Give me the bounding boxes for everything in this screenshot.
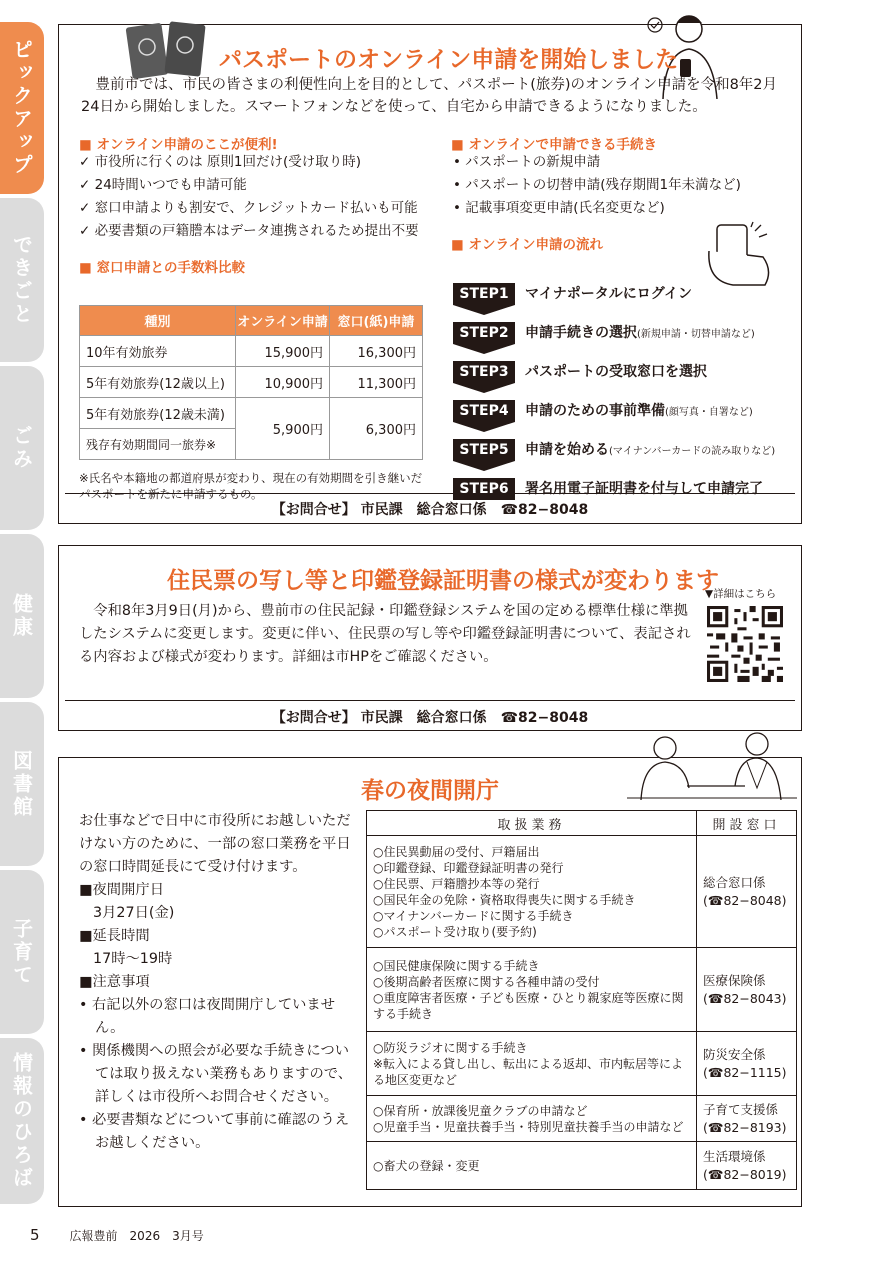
qr-label: ▼詳細はこちら xyxy=(705,588,777,600)
table-row xyxy=(80,336,423,367)
side-tab-info[interactable] xyxy=(0,1038,44,1204)
step-badge: STEP1 xyxy=(453,283,515,305)
services-dept: 防災安全係 (☎82−1115) xyxy=(697,1032,797,1096)
step-arrow xyxy=(453,383,515,393)
table-cell: 10,900円 xyxy=(236,367,330,398)
night-opening-details xyxy=(79,810,359,1155)
services-header: 開設窓口 xyxy=(697,811,797,836)
fee-table-header: 種別 xyxy=(80,306,236,336)
divider xyxy=(65,493,795,494)
juminhyo-title: 住民票の写し等と印鑑登録証明書の様式が変わります xyxy=(167,568,719,594)
table-row xyxy=(80,398,423,429)
date-heading: ■夜間開庁日 xyxy=(79,882,164,898)
side-tab-label: 情報のひろば xyxy=(9,1052,34,1190)
services-items: ○国民健康保険に関する手続き ○後期高齢者医療に関する各種申請の受付 ○重度障害者医療・子ども医療・ひとり親家庭等医療に関する手続き xyxy=(367,948,697,1032)
step-arrow xyxy=(453,305,515,315)
step-text: マイナポータルにログイン xyxy=(525,286,693,302)
side-tab-label: できごと xyxy=(9,234,34,326)
side-tab-health[interactable] xyxy=(0,534,44,698)
table-cell: 5年有効旅券(12歳未満) xyxy=(80,398,236,429)
services-header: 取扱業務 xyxy=(367,811,697,836)
note-item: • 必要書類などについて事前に確認のうえお越しください。 xyxy=(79,1112,350,1151)
step-flow xyxy=(453,283,798,517)
table-cell: 16,300円 xyxy=(330,336,423,367)
side-tab-label: ごみ xyxy=(9,425,34,471)
side-tab-pickup[interactable] xyxy=(0,22,44,194)
juminhyo-section xyxy=(58,545,802,731)
step-item xyxy=(453,283,798,322)
table-cell: 5,900円 xyxy=(236,398,330,460)
table-cell: 残存有効期間同一旅券※ xyxy=(80,429,236,460)
counter-consultation-illustration xyxy=(627,728,797,800)
divider xyxy=(65,700,795,701)
step-arrow xyxy=(453,461,515,471)
services-dept: 総合窓口係 (☎82−8048) xyxy=(697,836,797,948)
juminhyo-body: 令和8年3月9日(月)から、豊前市の住民記録・印鑑登録システムを国の定める標準仕様に準拠したシステムに変更します。変更に伴い、住民票の写し等や印鑑登録証明書について、表記される内容および様式が変わります。詳細は市HPをご確認ください。 xyxy=(79,603,691,665)
side-tab-label: ピックアップ xyxy=(9,39,34,177)
table-cell: 15,900円 xyxy=(236,336,330,367)
time-value: 17時〜19時 xyxy=(93,951,173,967)
fee-heading: ■ 窓口申請との手数料比較 xyxy=(79,260,245,276)
services-items: ○保育所・放課後児童クラブの申請など ○児童手当・児童扶養手当・特別児童扶養手当の申請など xyxy=(367,1096,697,1142)
table-row xyxy=(367,1142,797,1190)
page-number: 5 xyxy=(30,1226,40,1244)
step-badge: STEP6 xyxy=(453,478,515,500)
table-row xyxy=(367,948,797,1032)
passport-intro: 豊前市では、市民の皆さまの利便性向上を目的として、パスポート(旅券)のオンライン申請を令和8年2月24日から開始しました。スマートフォンなどを使って、自宅から申請できるようになりました。 xyxy=(81,77,778,115)
list-item: • 記載事項変更申請(氏名変更など) xyxy=(453,200,665,216)
step-badge: STEP4 xyxy=(453,400,515,422)
table-cell: 11,300円 xyxy=(330,367,423,398)
step-item xyxy=(453,361,798,400)
table-row xyxy=(367,1032,797,1096)
table-row xyxy=(80,367,423,398)
services-dept: 生活環境係 (☎82−8019) xyxy=(697,1142,797,1190)
procedures-heading: ■ オンラインで申請できる手続き xyxy=(451,137,658,153)
fee-note: ※氏名や本籍地の都道府県が変わり、現在の有効期間を引き継いだパスポートを新たに申請するもの。 xyxy=(79,471,423,501)
table-cell: 6,300円 xyxy=(330,398,423,460)
note-item: • 右記以外の窓口は夜間開庁していません。 xyxy=(79,997,336,1036)
fee-table-header: 窓口(紙)申請 xyxy=(330,306,423,336)
list-item: ✓ 24時間いつでも申請可能 xyxy=(79,177,247,193)
list-item: • パスポートの新規申請 xyxy=(453,154,601,170)
step-badge: STEP5 xyxy=(453,439,515,461)
step-arrow xyxy=(453,344,515,354)
smartphone-hand-illustration xyxy=(703,221,783,287)
step-text: 署名用電子証明書を付与して申請完了 xyxy=(525,481,763,497)
qr-code[interactable] xyxy=(707,606,783,682)
juminhyo-contact: 【お問合せ】 市民課 総合窓口係 ☎82−8048 xyxy=(271,710,589,726)
step-text: パスポートの受取窓口を選択 xyxy=(525,364,707,380)
step-arrow xyxy=(453,422,515,432)
table-cell: 5年有効旅券(12歳以上) xyxy=(80,367,236,398)
table-row xyxy=(367,1096,797,1142)
table-cell: 10年有効旅券 xyxy=(80,336,236,367)
publication-name: 広報豊前 2026 3月号 xyxy=(69,1229,204,1243)
list-item: ✓ 窓口申請よりも割安で、クレジットカード払いも可能 xyxy=(79,200,418,216)
fee-table-header: オンライン申請 xyxy=(236,306,330,336)
time-heading: ■延長時間 xyxy=(79,928,150,944)
services-items: ○防災ラジオに関する手続き ※転入による貸し出し、転出による返却、市内転居等による地区変更など xyxy=(367,1032,697,1096)
procedures-list xyxy=(453,151,741,220)
side-tab-label: 健康 xyxy=(9,593,34,639)
notes-heading: ■注意事項 xyxy=(79,974,150,990)
list-item: • パスポートの切替申請(残存期間1年未満など) xyxy=(453,177,741,193)
list-item: ✓ 必要書類の戸籍謄本はデータ連携されるため提出不要 xyxy=(79,223,419,239)
fee-table xyxy=(79,305,423,460)
services-items: ○住民異動届の受付、戸籍届出 ○印鑑登録、印鑑登録証明書の発行 ○住民票、戸籍謄抄本等の発行 ○国民年金の免除・資格取得喪失に関する手続き ○マイナンバーカードに関する手続き ○パスポート受け取り(要予約) xyxy=(367,836,697,948)
night-intro: お仕事などで日中に市役所にお越しいただけない方のために、一部の窓口業務を平日の窓口時間延長にて受け付けます。 xyxy=(79,813,351,875)
step-text: 申請を始める(マイナンバーカードの読み取りなど) xyxy=(525,442,776,458)
step-item xyxy=(453,439,798,478)
side-tab-childcare[interactable] xyxy=(0,870,44,1034)
services-dept: 子育て支援係 (☎82−8193) xyxy=(697,1096,797,1142)
services-dept: 医療保険係 (☎82−8043) xyxy=(697,948,797,1032)
side-tab-garbage[interactable] xyxy=(0,366,44,530)
step-text: 申請のための事前準備(顔写真・自署など) xyxy=(525,403,753,419)
side-tab-label: 子育て xyxy=(9,917,34,987)
passport-section xyxy=(58,24,802,524)
step-item xyxy=(453,400,798,439)
services-table xyxy=(366,810,797,1190)
night-opening-section xyxy=(58,757,802,1207)
flow-heading: ■ オンライン申請の流れ xyxy=(451,237,604,253)
services-items: ○畜犬の登録・変更 xyxy=(367,1142,697,1190)
night-opening-title: 春の夜間開庁 xyxy=(361,778,499,804)
benefits-heading: ■ オンライン申請のここが便利! xyxy=(79,137,278,153)
side-tab-label: 図書館 xyxy=(9,749,34,819)
step-item xyxy=(453,322,798,361)
passport-contact: 【お問合せ】 市民課 総合窓口係 ☎82−8048 xyxy=(271,502,589,518)
passport-title: パスポートのオンライン申請を開始しました xyxy=(219,47,679,73)
benefits-list xyxy=(79,151,419,243)
note-item: • 関係機関への照会が必要な手続きについては取り扱えない業務もありますので、詳しくは市役所へお問合せください。 xyxy=(79,1043,353,1105)
date-value: 3月27日(金) xyxy=(93,905,175,921)
step-text: 申請手続きの選択(新規申請・切替申請など) xyxy=(525,325,755,341)
step-badge: STEP3 xyxy=(453,361,515,383)
side-tab-library[interactable] xyxy=(0,702,44,866)
side-tab-events[interactable] xyxy=(0,198,44,362)
step-badge: STEP2 xyxy=(453,322,515,344)
page-footer xyxy=(30,1226,204,1244)
list-item: ✓ 市役所に行くのは 原則1回だけ(受け取り時) xyxy=(79,154,362,170)
table-row xyxy=(367,836,797,948)
